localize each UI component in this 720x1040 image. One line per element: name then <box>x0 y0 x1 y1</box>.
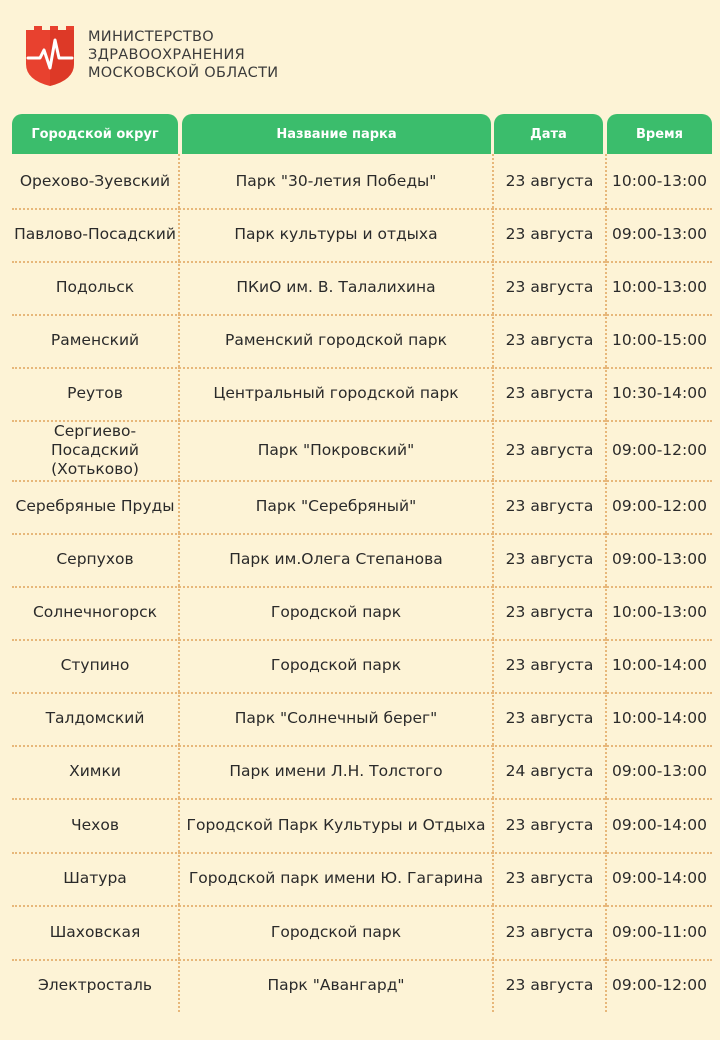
date-cell: 23 августа <box>494 154 607 208</box>
time-cell: 09:00-13:00 <box>612 225 707 243</box>
parks-table <box>12 114 712 1012</box>
time-cell: 10:00-14:00 <box>612 709 707 727</box>
date-cell: 23 августа <box>494 905 607 959</box>
district-cell: Павлово-Посадский <box>12 208 180 261</box>
park-cell: Городской парк имени Ю. Гагарина <box>180 852 494 905</box>
park-cell: Центральный городской парк <box>180 367 494 420</box>
column-header-park: Название парка <box>182 114 491 154</box>
table-row <box>12 367 712 420</box>
table-row <box>12 905 712 959</box>
table-row <box>12 208 712 261</box>
ministry-line-2: ЗДРАВООХРАНЕНИЯ <box>88 47 246 63</box>
park-cell: Раменский городской парк <box>180 314 494 367</box>
time-cell: 10:00-13:00 <box>612 603 707 621</box>
date-cell: 23 августа <box>494 586 607 639</box>
district-cell: Электросталь <box>12 959 180 1012</box>
table-row <box>12 798 712 852</box>
time-cell: 09:00-12:00 <box>612 976 707 994</box>
ministry-line-3: МОСКОВСКОЙ ОБЛАСТИ <box>88 65 279 81</box>
column-header-date: Дата <box>494 114 603 154</box>
date-cell: 23 августа <box>494 852 607 905</box>
district-cell: Реутов <box>12 367 180 420</box>
date-cell: 24 августа <box>494 745 607 798</box>
time-cell: 10:00-13:00 <box>612 278 707 296</box>
time-cell: 10:00-14:00 <box>612 656 707 674</box>
date-cell: 23 августа <box>494 959 607 1012</box>
park-cell: Городской Парк Культуры и Отдыха <box>180 798 494 852</box>
park-cell: Парк "Солнечный берег" <box>180 692 494 745</box>
header <box>24 24 278 90</box>
park-cell: Городской парк <box>180 639 494 692</box>
park-cell: ПКиО им. В. Талалихина <box>180 261 494 314</box>
district-cell: Ступино <box>12 639 180 692</box>
table-row <box>12 420 712 480</box>
district-cell: Шаховская <box>12 905 180 959</box>
table-row <box>12 692 712 745</box>
district-cell: Шатура <box>12 852 180 905</box>
park-cell: Городской парк <box>180 586 494 639</box>
ministry-name <box>88 28 278 82</box>
table-row <box>12 959 712 1012</box>
time-cell: 09:00-13:00 <box>612 550 707 568</box>
park-cell: Парк им.Олега Степанова <box>180 533 494 586</box>
time-cell: 09:00-12:00 <box>612 440 707 459</box>
time-cell: 09:00-14:00 <box>612 869 707 887</box>
park-cell: Парк имени Л.Н. Толстого <box>180 745 494 798</box>
district-cell: Орехово-Зуевский <box>12 154 180 208</box>
park-cell: Парк "Серебряный" <box>180 480 494 533</box>
table-row <box>12 480 712 533</box>
date-cell: 23 августа <box>494 367 607 420</box>
date-cell: 23 августа <box>494 420 607 480</box>
table-row <box>12 745 712 798</box>
column-header-time: Время <box>607 114 712 154</box>
ministry-shield-pulse-icon <box>24 24 76 88</box>
date-cell: 23 августа <box>494 261 607 314</box>
table-row <box>12 533 712 586</box>
ministry-line-1: МИНИСТЕРСТВО <box>88 29 214 45</box>
date-cell: 23 августа <box>494 208 607 261</box>
date-cell: 23 августа <box>494 314 607 367</box>
district-cell: Талдомский <box>12 692 180 745</box>
park-cell: Городской парк <box>180 905 494 959</box>
date-cell: 23 августа <box>494 480 607 533</box>
time-cell: 09:00-14:00 <box>612 815 707 834</box>
park-cell: Парк "Покровский" <box>180 420 494 480</box>
district-cell: Солнечногорск <box>12 586 180 639</box>
date-cell: 23 августа <box>494 692 607 745</box>
date-cell: 23 августа <box>494 798 607 852</box>
district-cell: Подольск <box>12 261 180 314</box>
column-header-district: Городской округ <box>12 114 178 154</box>
district-cell: Серебряные Пруды <box>12 480 180 533</box>
table-row <box>12 261 712 314</box>
table-row <box>12 154 712 208</box>
district-cell: Сергиево-Посадский (Хотьково) <box>12 420 180 480</box>
time-cell: 09:00-11:00 <box>612 922 707 941</box>
park-cell: Парк культуры и отдыха <box>180 208 494 261</box>
district-cell: Серпухов <box>12 533 180 586</box>
district-cell: Раменский <box>12 314 180 367</box>
district-cell: Химки <box>12 745 180 798</box>
park-cell: Парк "Авангард" <box>180 959 494 1012</box>
park-cell: Парк "30-летия Победы" <box>180 154 494 208</box>
time-cell: 09:00-12:00 <box>612 497 707 515</box>
table-body <box>12 154 712 1012</box>
time-cell: 10:00-13:00 <box>612 171 707 190</box>
time-cell: 09:00-13:00 <box>612 762 707 780</box>
time-cell: 10:00-15:00 <box>612 331 707 349</box>
date-cell: 23 августа <box>494 639 607 692</box>
table-row <box>12 852 712 905</box>
date-cell: 23 августа <box>494 533 607 586</box>
district-cell: Чехов <box>12 798 180 852</box>
table-row <box>12 639 712 692</box>
table-row <box>12 586 712 639</box>
table-header <box>12 114 712 154</box>
table-row <box>12 314 712 367</box>
time-cell: 10:30-14:00 <box>612 384 707 402</box>
